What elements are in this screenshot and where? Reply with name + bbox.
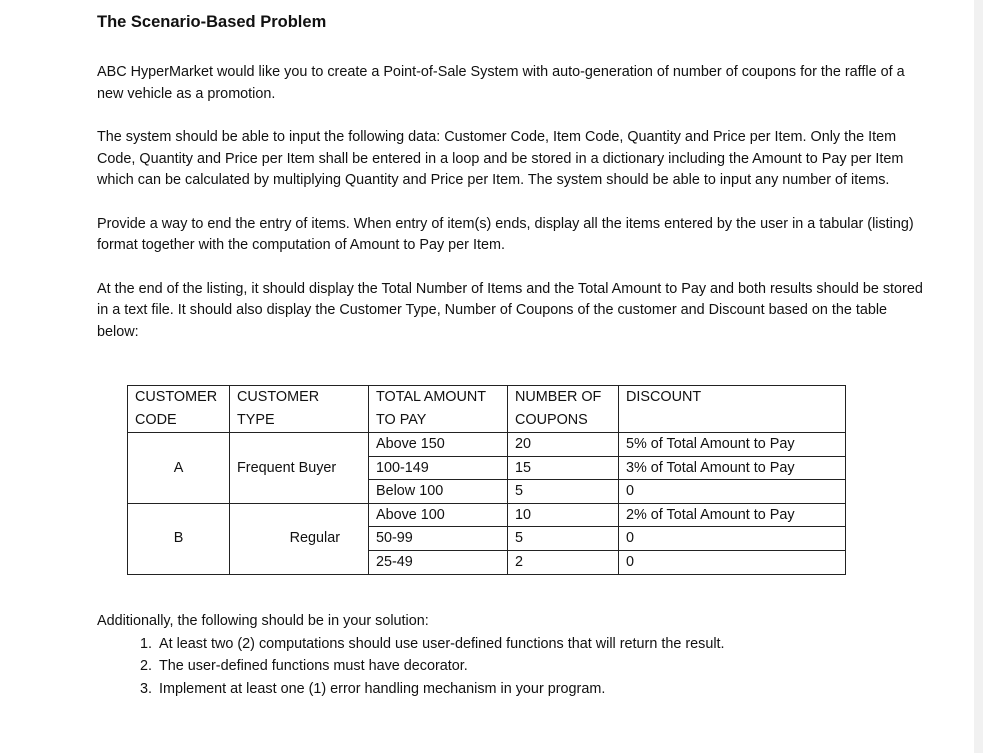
coupons-cell: 20 [508,433,619,457]
amount-cell: 50-99 [369,527,508,551]
coupons-cell: 5 [508,527,619,551]
additional-intro: Additionally, the following should be in your solution: [97,613,429,629]
customer-code-cell: A [128,433,230,504]
amount-cell: Above 150 [369,433,508,457]
discount-cell: 0 [619,480,846,504]
discount-cell: 0 [619,550,846,574]
coupons-cell: 2 [508,550,619,574]
discount-cell: 2% of Total Amount to Pay [619,503,846,527]
paragraph-intro: ABC HyperMarket would like you to create a Point-of-Sale System with auto-generation of number of coupons for the raffle of a new vehicle as a promotion. [97,64,905,102]
coupons-cell: 15 [508,456,619,480]
discount-cell: 3% of Total Amount to Pay [619,456,846,480]
discount-cell: 5% of Total Amount to Pay [619,433,846,457]
customer-type-cell: Regular [230,503,369,574]
list-item: 1. At least two (2) computations should use user-defined functions that will return the result. [156,633,927,656]
coupon-discount-table [127,385,846,575]
paragraph-end-entry: Provide a way to end the entry of items. When entry of item(s) ends, display all the items entered by the user in a tabular (listing) format together with the computation of Amount to Pay per Item. [97,215,914,253]
list-item: 2. The user-defined functions must have decorator. [156,655,927,678]
header-discount: DISCOUNT [619,386,846,433]
coupons-cell: 10 [508,503,619,527]
customer-code-cell: B [128,503,230,574]
additional-requirements [97,610,927,700]
header-customer-type: CUSTOMER TYPE [230,386,369,433]
amount-cell: Above 100 [369,503,508,527]
table-row [128,433,846,457]
requirements-list [97,633,927,701]
header-total-amount: TOTAL AMOUNT TO PAY [369,386,508,433]
amount-cell: 100-149 [369,456,508,480]
coupons-cell: 5 [508,480,619,504]
table-row [128,503,846,527]
amount-cell: Below 100 [369,480,508,504]
document-title: The Scenario-Based Problem [97,13,327,31]
amount-cell: 25-49 [369,550,508,574]
document-body [97,10,927,343]
paragraph-input-data: The system should be able to input the following data: Customer Code, Item Code, Quantity and Price per Item. Only the Item Code, Quantity and Price per Item shall be entered in a loop and be stored in a dictionary including the Amount to Pay per Item which can be calculated by multiplying Quantity and Price per Item. The system should be able to input any number of items. [97,129,904,188]
header-customer-code: CUSTOMER CODE [128,386,230,433]
discount-cell: 0 [619,527,846,551]
paragraph-listing-output: At the end of the listing, it should display the Total Number of Items and the Total Amount to Pay and both results should be stored in a text file. It should also display the Customer Type, Number of Coupons of the customer and Discount based on the table below: [97,280,923,340]
table-header-row [128,386,846,433]
list-item: 3. Implement at least one (1) error handling mechanism in your program. [156,678,927,701]
header-coupons: NUMBER OF COUPONS [508,386,619,433]
customer-type-cell: Frequent Buyer [230,433,369,504]
page-edge [974,0,983,753]
